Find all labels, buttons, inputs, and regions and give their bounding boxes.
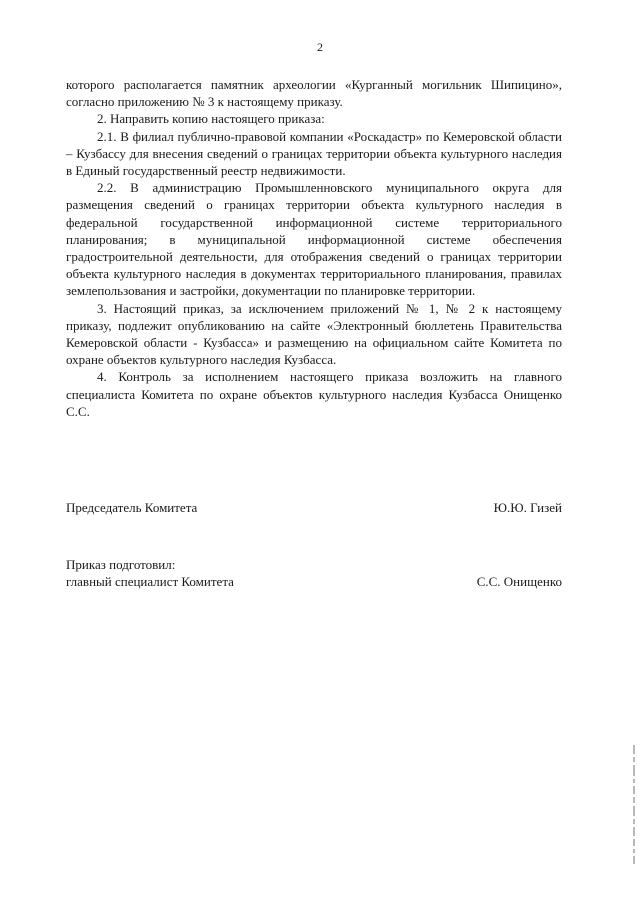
paragraph-item-2: 2. Направить копию настоящего приказа: [97, 111, 325, 127]
paragraph-item-2-1: 2.1. В филиал публично-правовой компании «Роскадастр» по Кемеровской области – Кузбассу для внесения сведений о границах территории объекта культурного наследия в Единый государственный реестр недвижимости. [66, 128, 562, 179]
chair-position: Председатель Комитета [66, 500, 198, 515]
paragraph-item-4: 4. Контроль за исполнением настоящего приказа возложить на главного специалиста Комитета по охране объектов культурного наследия Кузбасса Онищенко С.С. [66, 369, 562, 419]
page-number: 2 [317, 40, 323, 54]
preparer-signature-block [66, 556, 562, 590]
prepared-by-label: Приказ подготовил: [66, 557, 176, 572]
preparer-name: С.С. Онищенко [476, 574, 562, 589]
paragraph-continuation: которого располагается памятник археологии «Курганный могильник Шипицино», согласно приложению № 3 к настоящему приказу. [66, 77, 562, 110]
chair-name: Ю.Ю. Гизей [493, 500, 562, 515]
margin-stamp-mark [630, 745, 638, 875]
paragraph-item-3: 3. Настоящий приказ, за исключением приложений № 1, № 2 к настоящему приказу, подлежит опубликованию на сайте «Электронный бюллетень Правительства Кемеровской области - Кузбасса» и размещению на официальном сайте Комитета по охране объектов культурного наследия Кузбасса. [66, 300, 562, 368]
paragraph-item-2-2: 2.2. В администрацию Промышленновского муниципального округа для размещения сведений о границах территории объекта культурного наследия в федеральной государственной информационной системе территориального планирования; в муниципальной информационной системе обеспечения градостроительной деятельности, для отображения сведений о границах территории объекта культурного наследия в документах территориального планирования, правилах землепользования и застройки, документации по планировке территории. [66, 180, 562, 299]
order-body [66, 76, 562, 420]
preparer-position: главный специалист Комитета [66, 574, 234, 589]
chair-signature-block [66, 499, 562, 516]
preparer-info [66, 556, 234, 590]
